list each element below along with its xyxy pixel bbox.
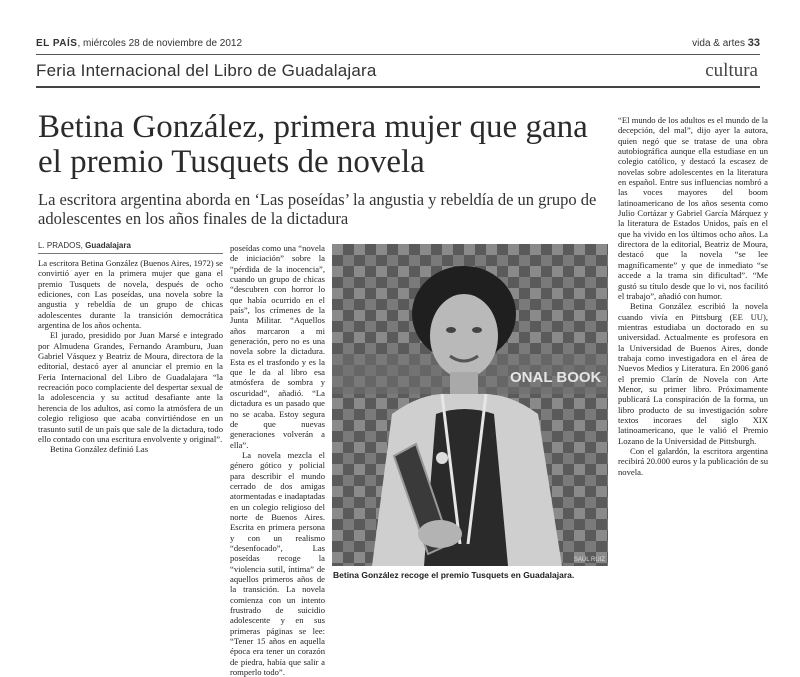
article-column-1 (38, 258, 223, 588)
backdrop-text: ONAL BOOK (510, 369, 602, 386)
publication-date: miércoles 28 de noviembre de 2012 (83, 38, 243, 49)
byline-author: L. PRADOS, (38, 241, 83, 250)
section-tag: cultura (705, 60, 758, 81)
photo-caption: Betina González recoge el premio Tusquets en Guadalajara. (333, 570, 575, 580)
page-folio (692, 37, 760, 49)
subhead: La escritora argentina aborda en ‘Las poseídas’ la angustia y rebeldía de un grupo de adolescentes en los años finales de la dictadura (38, 190, 597, 228)
photo-credit: SAÚL RUIZ (573, 557, 605, 563)
paragraph: Con el galardón, la escritora argentina recibirá 20.000 euros y la publicación de su novela. (618, 446, 768, 477)
paragraph: La escritora Betina González (Buenos Aires, 1972) se convirtió ayer en la primera mujer que gana el premio Tusquets de novela, después de ocho ediciones, con Las poseídas, una novela sobre la angustia y rebeldía de un grupo de chicas adolescentes durante la transición democrática argentina de los años ochenta. (38, 258, 223, 331)
paragraph: poseídas como una “novela de iniciación” sobre la “pérdida de la inocencia”, cuando un grupo de chicas “descubren con horror lo que había ocurrido en el país”, los crímenes de la Junta Militar. “Aquellos años marcaron a mi generación, pero no es una novela sobre la dictadura. Esta es el trasfondo y es la que le da al libro esa atmósfera de sombra y oscuridad”, añadió. “La dictadura es un pasado que no se acaba. Estoy segura de que nuevas generaciones volverán a ella”. (230, 243, 325, 450)
top-rule (36, 54, 760, 55)
article-column-3 (618, 115, 768, 585)
paragraph: Betina González definió Las (50, 444, 149, 455)
article-column-2 (230, 243, 325, 677)
section-name: Feria Internacional del Libro de Guadalajara (36, 61, 377, 80)
byline-rule (38, 253, 223, 254)
section-top-label: vida & artes (692, 38, 745, 49)
byline-city: Guadalajara (85, 241, 131, 250)
page-number: 33 (747, 37, 760, 49)
photo-illustration (332, 244, 608, 566)
paragraph: El jurado, presidido por Juan Marsé e integrado por Almudena Grandes, Fernando Aramburu, Juan Gabriel Vásquez y Beatriz de Moura, directora de la editorial, destacó ayer al anunciar el premio en la Feria Internacional del Libro de Guadalajara “la recreación poco complaciente del despertar sexual de la adolescencia y su actitud desafiante ante la herencia de los adultos, así como la atmósfera de un colegio religioso que acaba convirtiéndose en un trasunto sutil de un país que sale de la dictadura, todo ello contado con una escritura envolvente y original”. (38, 330, 223, 444)
publication-name: EL PAÍS (36, 38, 78, 49)
headline: Betina González, primera mujer que gana el premio Tusquets de novela (38, 109, 588, 180)
section-rule (36, 86, 760, 88)
paragraph: “El mundo de los adultos es el mundo de la decepción, del mal”, dijo ayer la autora, quien negó que se tratase de una obra autobiográfica aunque ella estudiase en un colegio católico, y destacó la escasez de novelas sobre adolescentes en la literatura en español. Entre sus influencias nombró a las voces mayores del boom latinoamericano de los años sesenta como Julio Cortázar y Gabriel García Márquez y la literatura de Estados Unidos, país en el que ha vivido en los últimos ocho años. La directora de la editorial, Beatriz de Moura, destacó que la novela “se lee magníficamente” y que de inmediato “se accede a la trama sin dificultad”. “Me gustó su título desde que lo vi, nos facilitó el trabajo”, añadió con humor. (618, 115, 768, 301)
masthead: EL PAÍS, miércoles 28 de noviembre de 2012 (36, 38, 243, 49)
paragraph: La novela mezcla el género gótico y policial para describir el mundo cerrado de dos amigas atormentadas e inadaptadas en un colegio religioso del norte de Buenos Aires. Escrita en primera persona y con un realismo “desenfocado”, Las poseídas recoge la “violencia sutil, íntima” de aquellos primeros años de la transición. La novela comienza con un intento frustrado de suicidio adolescente y en sus primeras páginas se lee: “Tener 15 años en aquella época era tener un corazón de piedra, había que salir a romperlo todo”. (230, 449, 325, 677)
paragraph: Betina González escribió la novela cuando vivía en Pittsburg (EE UU), mientras estudiaba un doctorado en su universidad. Actualmente es profesora en la Universidad de Buenos Aires, donde trabaja como investigadora en el área de Nuevos Medios y Literatura. En 2006 ganó el premio Clarín de Novela con Arte Menor, su primer libro. Próximamente publicará La conspiración de la forma, un libro producto de su investigación sobre textos incoraes del siglo XIX latinoamericano, que le valió el Premio Lozano de la Universidad de Pittsburgh. (618, 301, 768, 446)
article-photo (332, 244, 608, 566)
byline (38, 241, 131, 250)
